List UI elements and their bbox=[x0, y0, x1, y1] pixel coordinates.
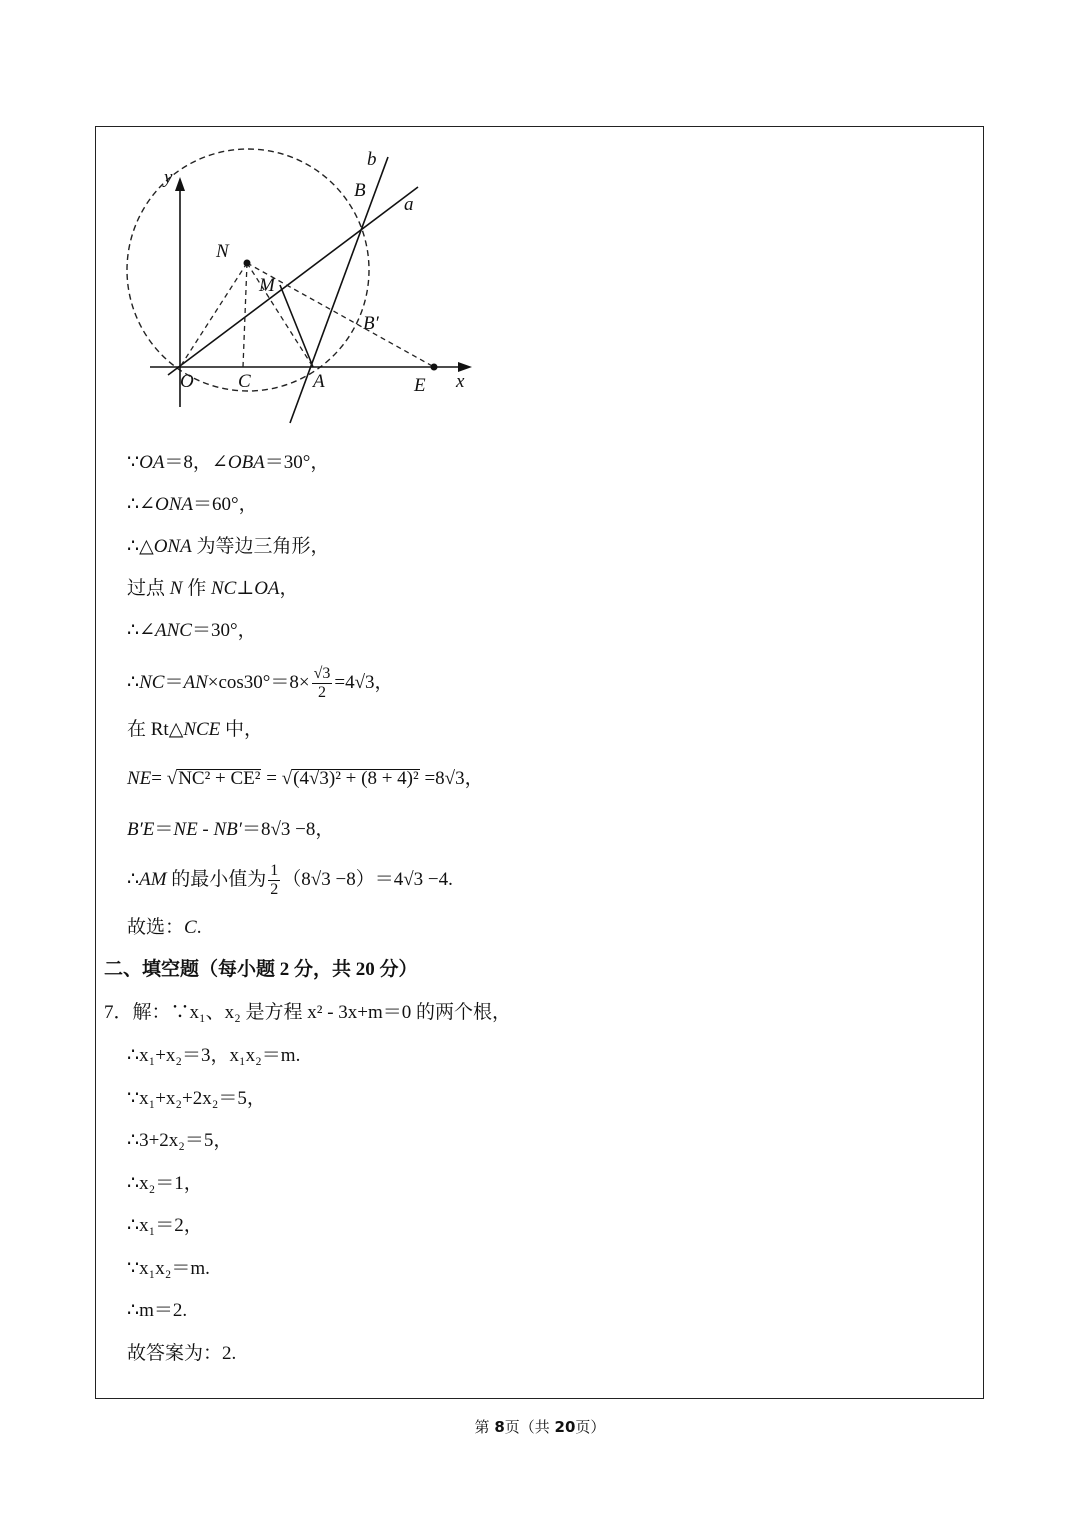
label-N: N bbox=[216, 241, 229, 262]
section-heading: 二、填空题（每小题 2 分，共 20 分） bbox=[104, 959, 418, 980]
solution-line: ∴AM 的最小值为 $\frac{1}{2}$ （8√3 −8）＝4√3 −4. bbox=[127, 862, 453, 898]
solution-line: B′E＝NE - NB′＝8√3 −8， bbox=[127, 819, 335, 840]
segment-MA bbox=[280, 285, 313, 367]
geometry-diagram bbox=[120, 145, 490, 430]
label-y: y bbox=[164, 167, 173, 188]
solution-line: ∴3+2x₂＝5， bbox=[127, 1130, 233, 1151]
segment-NO bbox=[180, 263, 247, 367]
solution-line: ∴x₁+x₂＝3，x₁x₂＝m. bbox=[127, 1045, 301, 1066]
solution-line: ∴∠ANC＝30°， bbox=[127, 620, 257, 641]
label-B: B bbox=[354, 180, 366, 201]
solution-line: 故答案为：2. bbox=[127, 1343, 237, 1364]
label-O: O bbox=[180, 371, 194, 392]
solution-line: ∴∠ONA＝60°， bbox=[127, 494, 258, 515]
solution-line: ∴NC＝AN×cos30°＝8× $\frac{√3}{2}$ =4√3， bbox=[127, 665, 394, 701]
solution-line: ∴x₂＝1， bbox=[127, 1173, 203, 1194]
label-b: b bbox=[367, 149, 377, 170]
solution-line: NE= √NC² + CE² = √(4√3)² + (8 + 4)² =8√3， bbox=[127, 768, 484, 789]
page-number: 8 bbox=[494, 1418, 505, 1436]
label-M: M bbox=[259, 275, 275, 296]
segment-NE bbox=[247, 263, 434, 367]
page-footer: 第 8页（共 20页） bbox=[474, 1418, 606, 1436]
label-x: x bbox=[456, 371, 465, 392]
label-Bprime: B′ bbox=[363, 313, 379, 334]
label-a: a bbox=[404, 194, 414, 215]
solution-line: 过点 N 作 NC⊥OA， bbox=[127, 578, 299, 599]
line-a bbox=[168, 187, 418, 375]
solution-line: 在 Rt△NCE 中， bbox=[127, 719, 264, 740]
segment-NC bbox=[243, 263, 247, 367]
radical: NC² + CE² bbox=[178, 768, 261, 789]
solution-line: ∵OA＝8，∠OBA＝30°， bbox=[127, 452, 330, 473]
solution-line: 故选：C. bbox=[127, 917, 202, 938]
radical: (4√3)² + (8 + 4)² bbox=[293, 768, 419, 789]
point-N bbox=[244, 260, 251, 267]
segment-NA bbox=[247, 263, 313, 367]
y-axis-arrow bbox=[175, 177, 185, 191]
solution-line: ∵x₁+x₂+2x₂＝5， bbox=[127, 1088, 266, 1109]
solution-line: ∵x₁x₂＝m. bbox=[127, 1258, 210, 1279]
solution-line: ∴x₁＝2， bbox=[127, 1215, 203, 1236]
label-C: C bbox=[238, 371, 251, 392]
fraction: $\frac{1}{2}$ bbox=[270, 862, 279, 898]
line-b bbox=[290, 157, 388, 423]
geometry-figure bbox=[120, 145, 490, 430]
fraction: $\frac{√3}{2}$ bbox=[313, 665, 331, 701]
page-total: 20 bbox=[554, 1418, 576, 1436]
solution-line: ∴△ONA 为等边三角形， bbox=[127, 536, 330, 557]
label-A: A bbox=[313, 371, 325, 392]
point-E bbox=[431, 364, 438, 371]
label-E: E bbox=[414, 375, 426, 396]
solution-line: ∴m＝2. bbox=[127, 1300, 188, 1321]
solution-line: 7．解：∵x₁、x₂ 是方程 x² - 3x+m＝0 的两个根， bbox=[104, 1002, 512, 1023]
